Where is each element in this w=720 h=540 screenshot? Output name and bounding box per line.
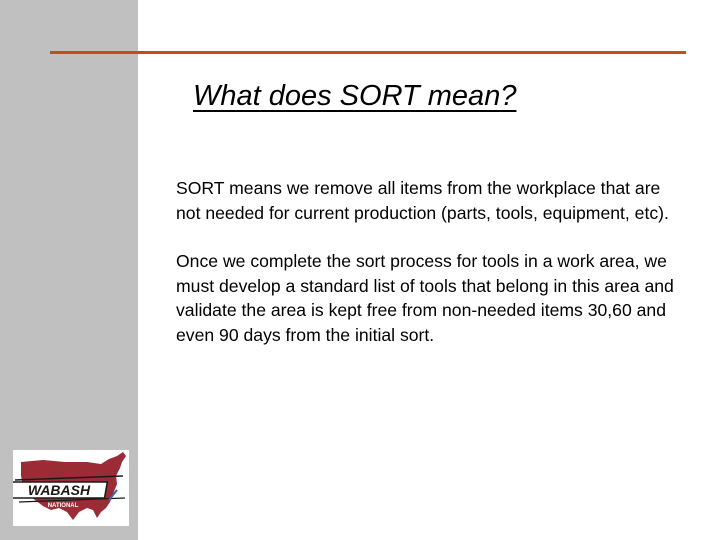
paragraph-sort-definition: SORT means we remove all items from the workplace that are not needed for current production (parts, tools, equipment, etc). <box>176 178 669 223</box>
slide-body <box>176 176 676 371</box>
logo-wordmark: WABASH <box>27 482 91 498</box>
logo-subtitle: NATIONAL <box>47 503 79 509</box>
wabash-logo <box>13 450 129 526</box>
paragraph-sort-process: Once we complete the sort process for tools in a work area, we must develop a standard list of tools that belong in this area and validate the area is kept free from non-needed items 30,60 and even 90 days from the initial sort. <box>176 251 674 345</box>
accent-divider <box>50 51 686 54</box>
slide-title: What does SORT mean? <box>193 80 517 112</box>
